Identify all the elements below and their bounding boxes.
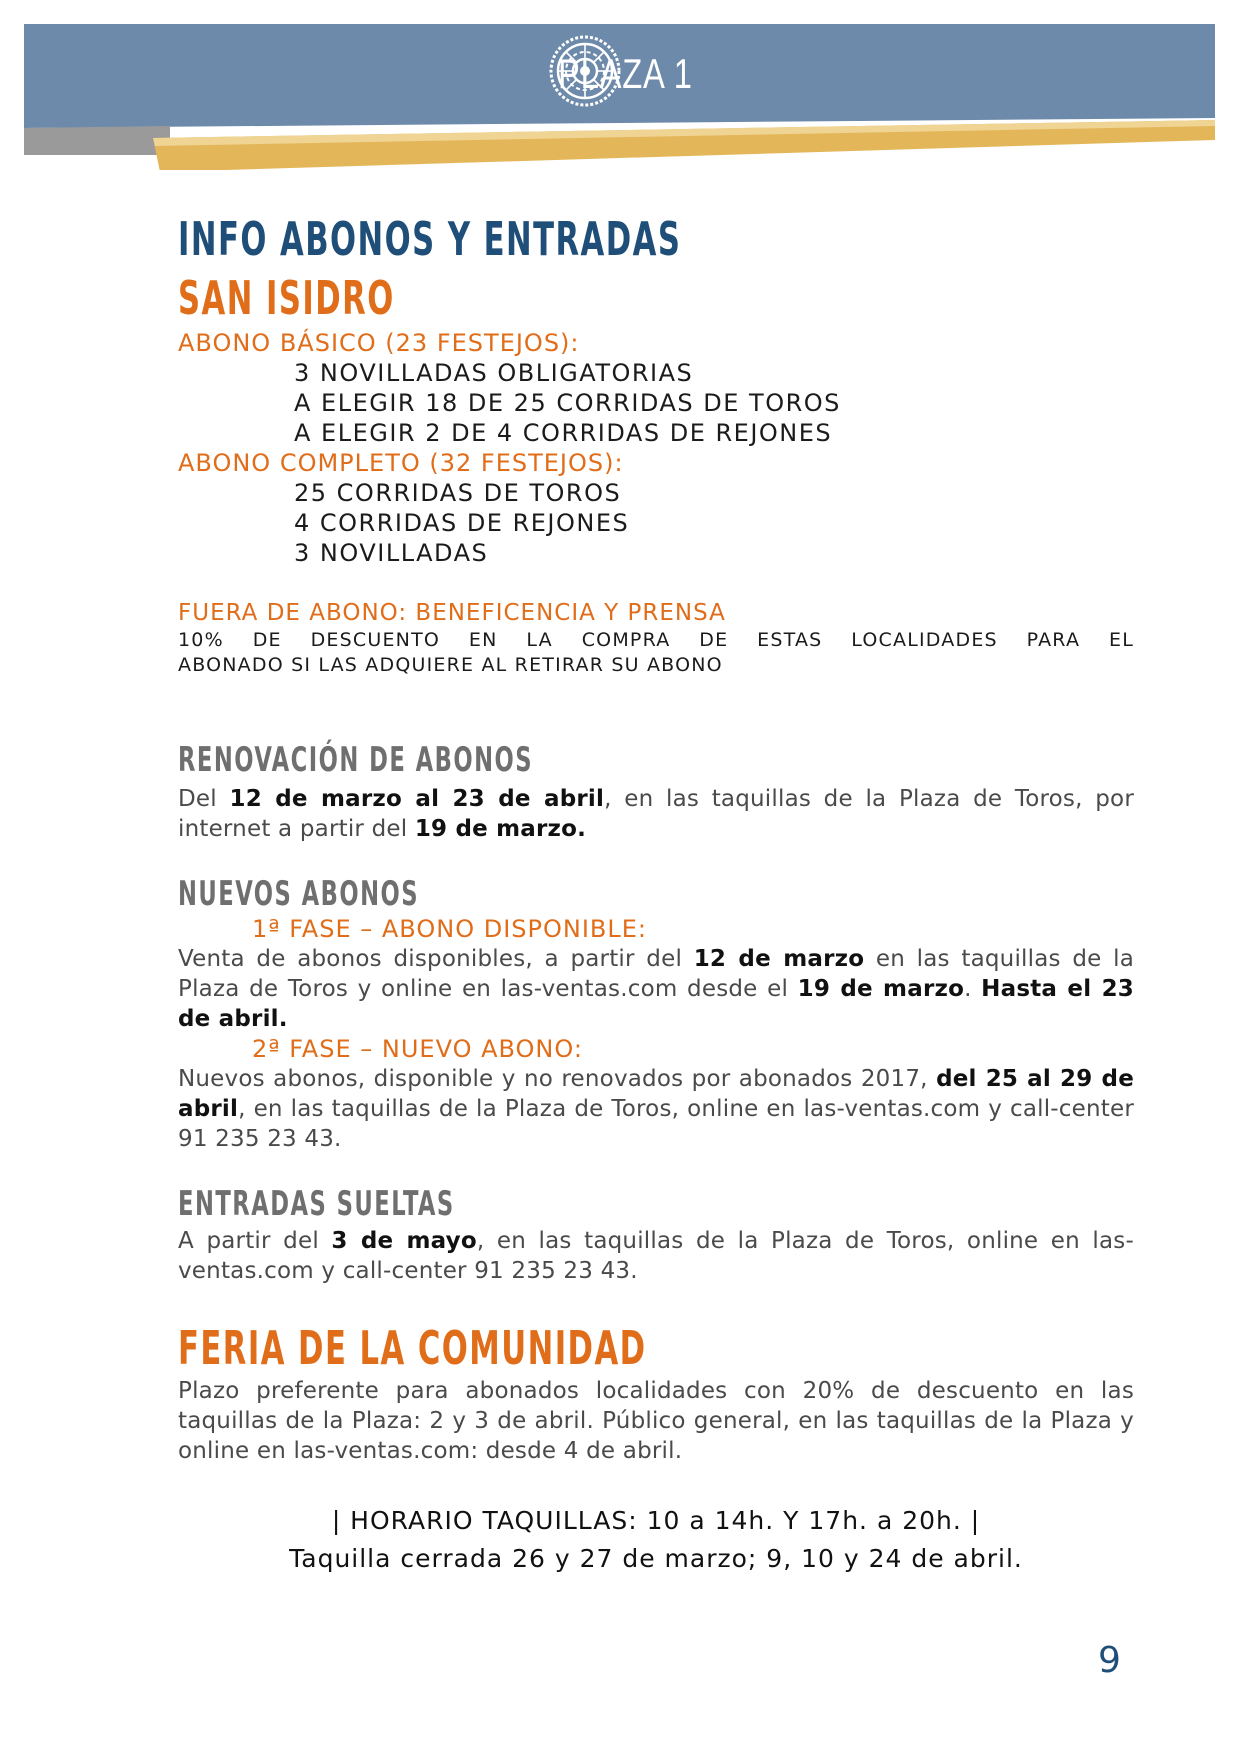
sueltas-heading: ENTRADAS SUELTAS [178,1184,455,1224]
fase2-label: 2ª FASE – NUEVO ABONO: [252,1035,583,1063]
list-item: 25 CORRIDAS DE TOROS [294,479,622,507]
san-isidro-heading: SAN ISIDRO [178,271,395,325]
page-number: 9 [1098,1640,1121,1681]
feria-text: Plazo preferente para abonados localidades con 20% de descuento en las taquillas de la Plaza: 2 y 3 de abril. Público general, en las taquillas de la Plaza y online en las-ventas.com: desde 4 de abril. [178,1378,1134,1464]
fuera-abono-text [178,628,1134,678]
nuevos-heading: NUEVOS ABONOS [178,874,420,914]
fase1-text [178,944,1134,1034]
horario-block [178,1502,1134,1578]
fase2-text [178,1064,1134,1154]
page-header [0,0,1240,170]
list-item: A ELEGIR 2 DE 4 CORRIDAS DE REJONES [294,419,833,447]
horario-line-2: Taquilla cerrada 26 y 27 de marzo; 9, 10 y 24 de abril. [289,1544,1023,1573]
renovacion-heading: RENOVACIÓN DE ABONOS [178,740,534,780]
list-item: 3 NOVILLADAS [294,539,489,567]
bold-run: del 25 al 29 de abril [178,1066,1134,1122]
text-run: Nuevos abonos, disponible y no renovados por abonados 2017, [178,1066,937,1092]
list-item: 3 NOVILLADAS OBLIGATORIAS [294,359,694,387]
page-content [178,212,1134,1578]
bold-run: 19 de marzo [797,976,965,1002]
text-run: , en las taquillas de la Plaza de Toros, online en las-ventas.com y call-center 91 235 23 43. [178,1096,1134,1152]
text-run: , en las taquillas de la Plaza de Toros, por internet a partir del [178,786,1134,842]
text-run: A partir del [178,1228,332,1254]
feria-heading: FERIA DE LA COMUNIDAD [178,1321,647,1375]
page-title: INFO ABONOS Y ENTRADAS [178,212,682,266]
text-run: . [964,976,982,1002]
fuera-abono-line-1: 10% DE DESCUENTO EN LA COMPRA DE ESTAS LOCALIDADES PARA EL [178,629,1134,651]
list-item: 4 CORRIDAS DE REJONES [294,509,630,537]
bold-run: 12 de marzo al 23 de abril [229,786,605,812]
bold-run: 12 de marzo [693,946,865,972]
bold-run: 3 de mayo [331,1228,477,1254]
horario-line-1: | HORARIO TAQUILLAS: 10 a 14h. Y 17h. a 20h. | [331,1506,981,1535]
bold-run: 19 de marzo. [414,816,587,842]
brand [548,34,731,114]
brand-name: PLAZA 1 [558,50,693,97]
sueltas-text [178,1226,1134,1286]
renovacion-text [178,784,1134,844]
text-run: Venta de abonos disponibles, a partir del [178,946,694,972]
text-run: en las taquillas de la Plaza de Toros y online en las-ventas.com desde el [178,946,1134,1002]
text-run: Del [178,786,230,812]
bold-run: Hasta el 23 de abril. [178,976,1134,1032]
fase1-label: 1ª FASE – ABONO DISPONIBLE: [252,915,647,943]
fuera-abono-label: FUERA DE ABONO: BENEFICENCIA Y PRENSA [178,600,726,626]
fuera-abono-line-2: ABONADO SI LAS ADQUIERE AL RETIRAR SU ABONO [178,654,723,676]
abono-basico-label: ABONO BÁSICO (23 FESTEJOS): [178,329,580,357]
abono-completo-label: ABONO COMPLETO (32 FESTEJOS): [178,449,624,477]
text-run: , en las taquillas de la Plaza de Toros, online en las-ventas.com y call-center 91 235 23 43. [178,1228,1134,1284]
list-item: A ELEGIR 18 DE 25 CORRIDAS DE TOROS [294,389,841,417]
